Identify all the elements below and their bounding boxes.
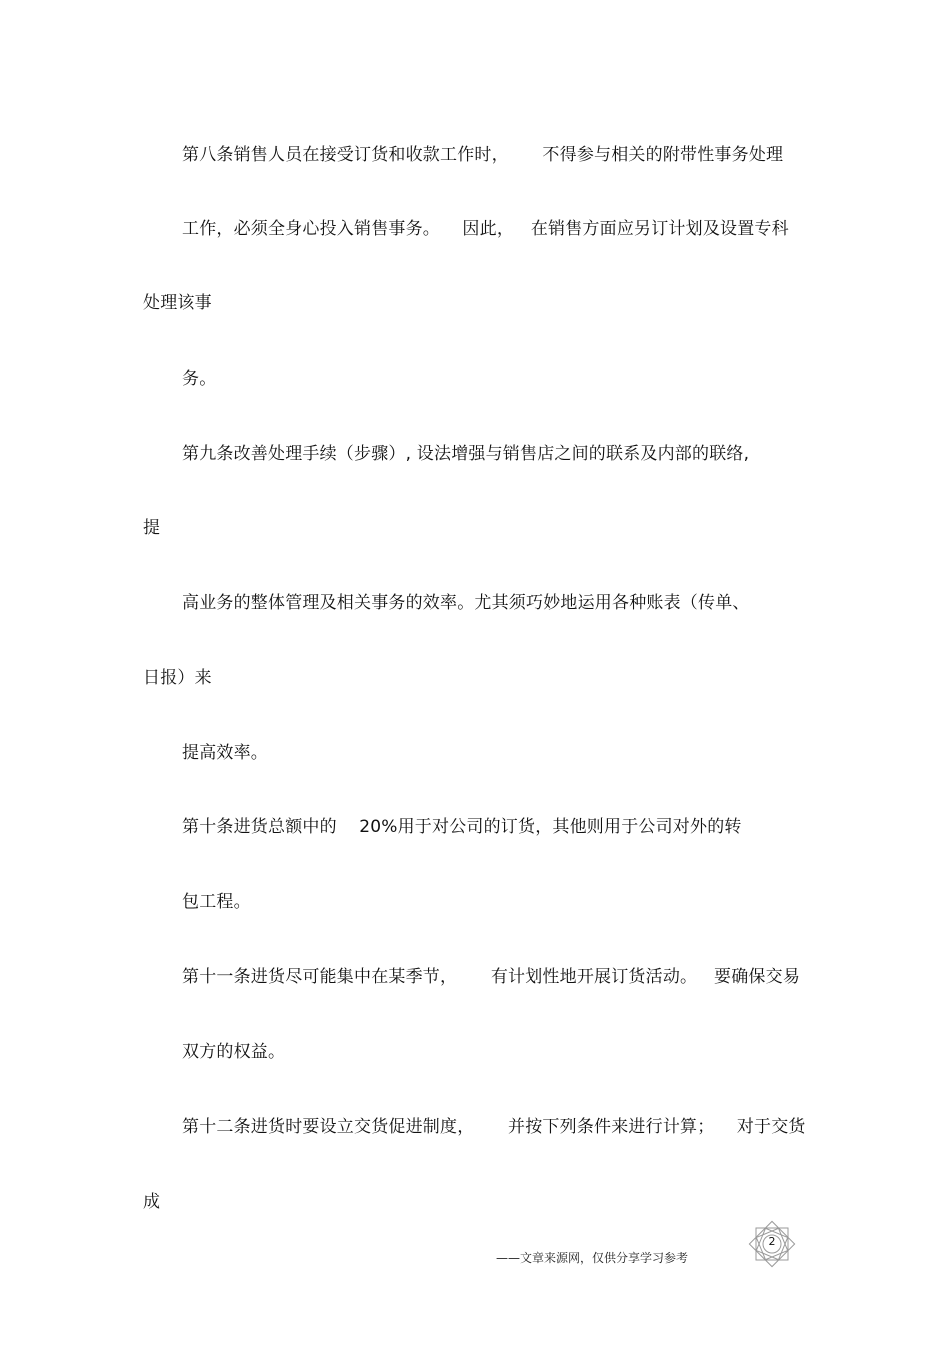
page-number-badge: [748, 1220, 796, 1268]
text-line: 成: [143, 1192, 161, 1212]
text-line: 日报）来: [143, 668, 212, 688]
text-line: 务。: [182, 369, 217, 389]
text-line: 提高效率。: [182, 743, 268, 763]
text-line: 处理该事: [143, 293, 212, 313]
text-line: 第八条销售人员在接受订货和收款工作时， 不得参与相关的附带性事务处理: [182, 145, 784, 165]
text-line: 第九条改善处理手续（步骤）, 设法增强与销售店之间的联系及内部的联络,: [182, 444, 750, 464]
text-line: 第十二条进货时要设立交货促进制度， 并按下列条件来进行计算； 对于交货: [182, 1117, 806, 1137]
text-line: 提: [143, 518, 161, 538]
text-line: 高业务的整体管理及相关事务的效率。尤其须巧妙地运用各种账表（传单、: [182, 593, 750, 613]
text-line: 包工程。: [182, 892, 251, 912]
text-line: 第十一条进货尽可能集中在某季节， 有计划性地开展订货活动。 要确保交易: [182, 967, 801, 987]
page-number: 2: [768, 1235, 776, 1248]
text-line: 双方的权益。: [182, 1042, 286, 1062]
footer-source-text: ——文章来源网，仅供分享学习参考: [496, 1251, 689, 1265]
text-line: 第十条进货总额中的 20%用于对公司的订货，其他则用于公司对外的转: [182, 817, 742, 837]
text-line: 工作，必须全身心投入销售事务。 因此， 在销售方面应另订计划及设置专科: [182, 219, 789, 239]
